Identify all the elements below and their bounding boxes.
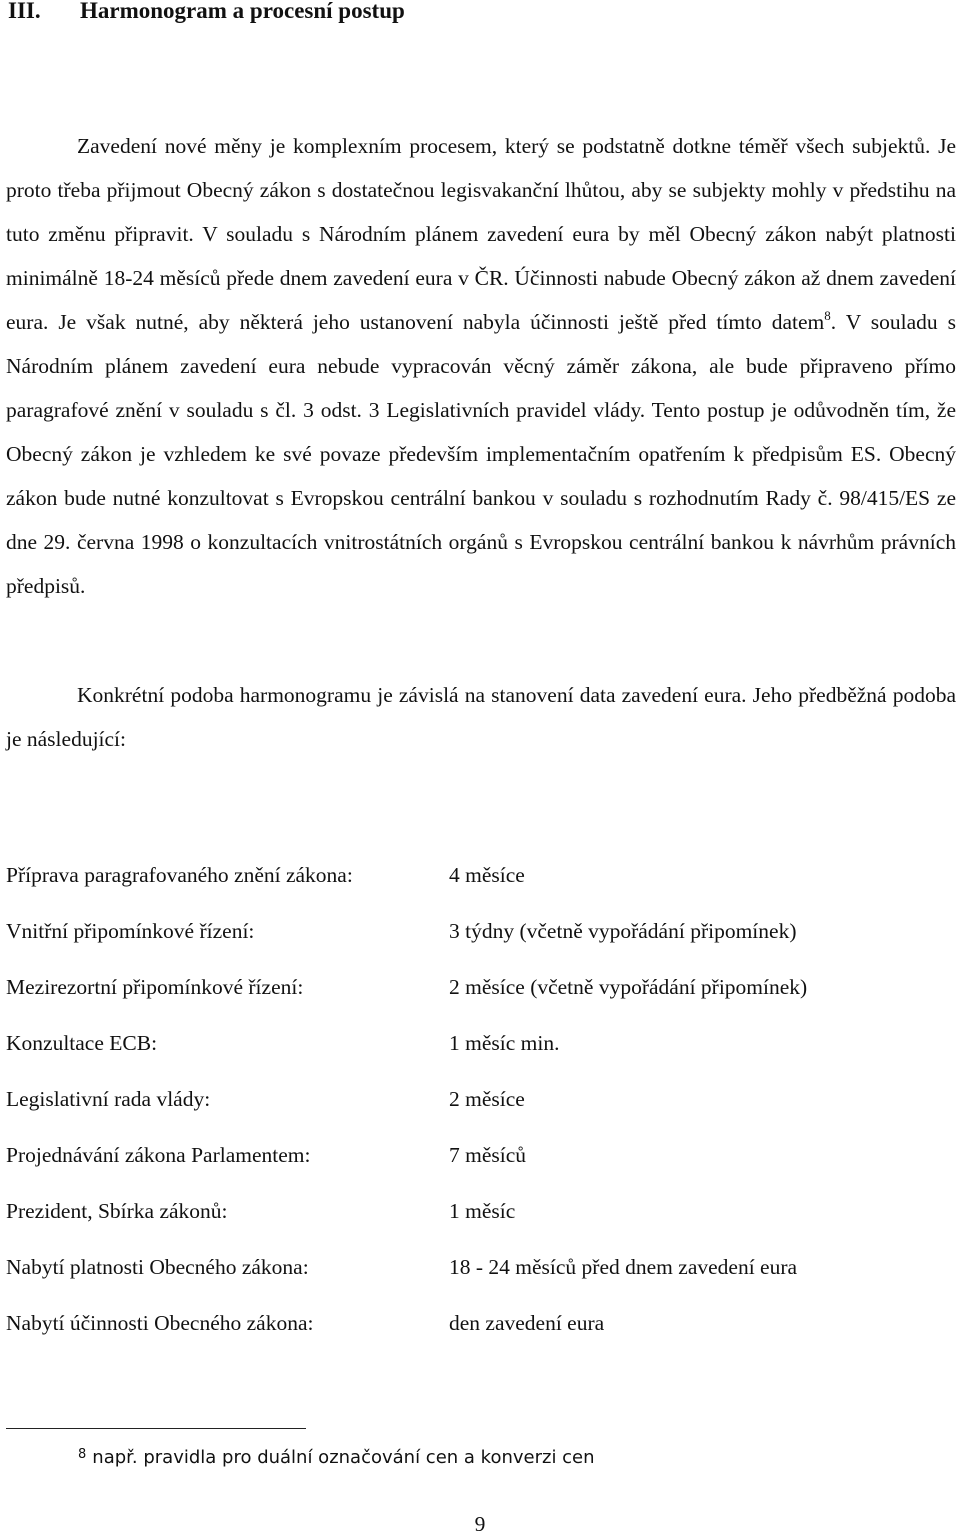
schedule-row — [6, 853, 956, 909]
intro-paragraph — [6, 124, 956, 608]
footnote — [78, 1442, 595, 1471]
footnote-divider — [6, 1428, 306, 1429]
schedule-step-duration: 18 - 24 měsíců před dnem zavedení eura — [449, 1255, 798, 1279]
schedule-row — [6, 1021, 956, 1077]
schedule-row — [6, 1189, 956, 1245]
footnote-mark: 8 — [78, 1447, 87, 1462]
footnote-text: např. pravidla pro duální označování cen a konverzi cen — [92, 1447, 595, 1468]
schedule-intro-text: Konkrétní podoba harmonogramu je závislá na stanovení data zavedení eura. Jeho předběžná podoba je následující: — [6, 683, 956, 751]
section-number: III. — [8, 0, 41, 23]
schedule-row — [6, 965, 956, 1021]
schedule-step-duration: 4 měsíce — [449, 863, 525, 887]
schedule-step-label: Projednávání zákona Parlamentem: — [6, 1143, 311, 1167]
schedule-step-label: Nabytí platnosti Obecného zákona: — [6, 1255, 309, 1279]
schedule-step-duration: 7 měsíců — [449, 1143, 527, 1167]
schedule-step-duration: 3 týdny (včetně vypořádání připomínek) — [449, 919, 797, 943]
schedule-step-duration: 1 měsíc min. — [449, 1031, 560, 1055]
schedule-row — [6, 1301, 956, 1357]
footnote-reference: 8 — [824, 308, 831, 323]
intro-paragraph-part2: . V souladu s Národním plánem zavedení eura nebude vypracován věcný záměr zákona, ale bude připraveno přímo paragrafové znění v souladu s čl. 3 odst. 3 Legislativních pravidel vlády. Tento postup je odůvodněn tím, že Obecný zákon je vzhledem ke své povaze především implementačním opatřením k předpisům ES. Obecný zákon bude nutné konzultovat s Evropskou centrální bankou v souladu s rozhodnutím Rady č. 98/415/ES ze dne 29. června 1998 o konzultacích vnitrostátních orgánů s Evropskou centrální bankou k návrhům právních předpisů. — [6, 310, 956, 598]
schedule-step-label: Vnitřní připomínkové řízení: — [6, 919, 255, 943]
schedule-table — [6, 853, 956, 1357]
schedule-row — [6, 1245, 956, 1301]
schedule-step-label: Konzultace ECB: — [6, 1031, 158, 1055]
intro-paragraph-part1: Zavedení nové měny je komplexním procesem, který se podstatně dotkne téměř všech subjektů. Je proto třeba přijmout Obecný zákon s dostatečnou legisvakanční lhůtou, aby se subjekty mohly v předstihu na tuto změnu připravit. V souladu s Národním plánem zavedení eura by měl Obecný zákon nabýt platnosti minimálně 18-24 měsíců přede dnem zavedení eura v ČR. Účinnosti nabude Obecný zákon až dnem zavedení eura. Je však nutné, aby některá jeho ustanovení nabyla účinnosti ještě před tímto datem — [6, 134, 956, 334]
schedule-step-duration: 1 měsíc — [449, 1199, 516, 1223]
schedule-row — [6, 1133, 956, 1189]
schedule-row — [6, 1077, 956, 1133]
schedule-row — [6, 909, 956, 965]
schedule-step-label: Mezirezortní připomínkové řízení: — [6, 975, 304, 999]
schedule-intro-paragraph — [6, 673, 956, 761]
schedule-step-duration: 2 měsíce (včetně vypořádání připomínek) — [449, 975, 808, 999]
schedule-step-duration: 2 měsíce — [449, 1087, 525, 1111]
section-heading — [8, 0, 405, 26]
page-number: 9 — [474, 1512, 486, 1536]
schedule-step-label: Nabytí účinnosti Obecného zákona: — [6, 1311, 314, 1335]
schedule-step-duration: den zavedení eura — [449, 1311, 605, 1335]
schedule-step-label: Prezident, Sbírka zákonů: — [6, 1199, 228, 1223]
schedule-step-label: Legislativní rada vlády: — [6, 1087, 211, 1111]
schedule-step-label: Příprava paragrafovaného znění zákona: — [6, 863, 353, 887]
section-title: Harmonogram a procesní postup — [80, 0, 405, 23]
